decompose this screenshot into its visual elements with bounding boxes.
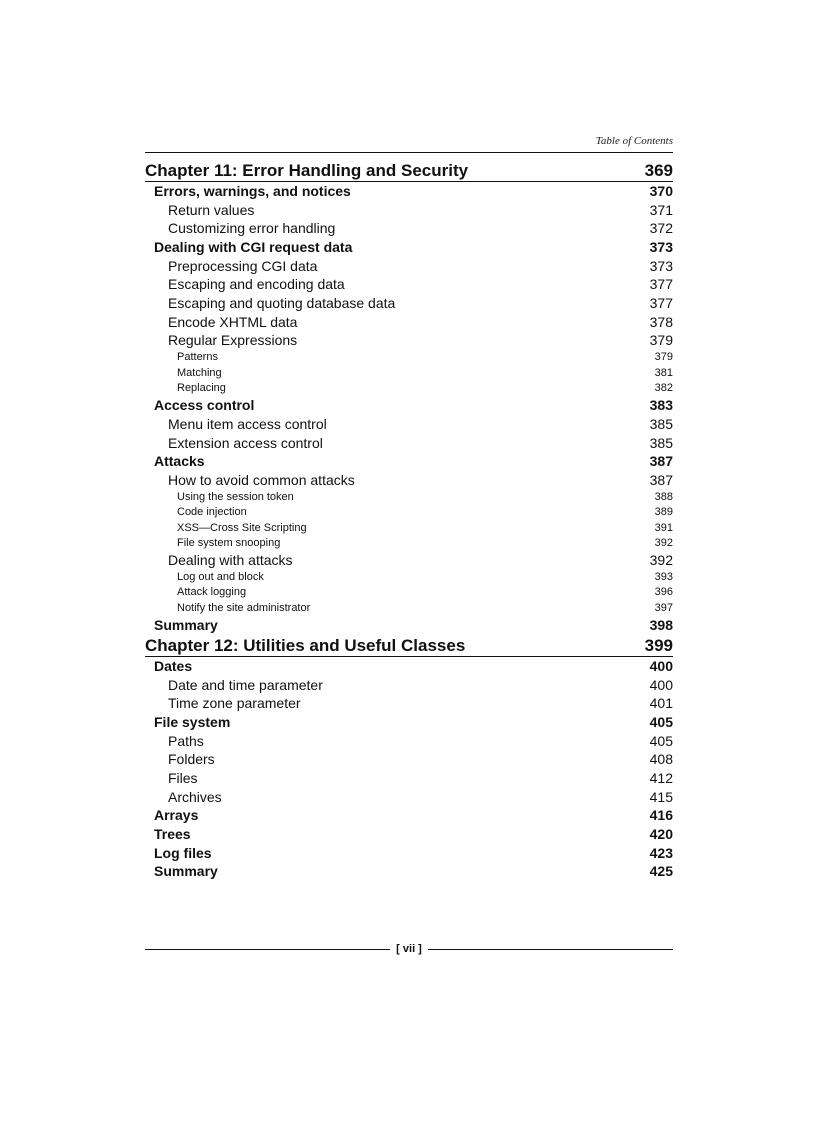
toc-entry-page: 396 (654, 586, 673, 599)
toc-entry-page: 388 (654, 490, 673, 503)
toc-entry-title: Dealing with attacks (168, 552, 293, 569)
subsubsection-entry[interactable] (145, 521, 673, 536)
toc-entry-page: 420 (649, 826, 673, 843)
toc-entry-title: Escaping and quoting database data (168, 295, 396, 312)
subsection-entry[interactable] (145, 275, 673, 294)
toc-entry-page: 400 (649, 676, 673, 693)
toc-entry-page: 369 (644, 161, 673, 180)
toc-entry-title: How to avoid common attacks (168, 472, 355, 489)
toc-entry-title: Regular Expressions (168, 332, 298, 349)
toc-entry-title: Patterns (177, 351, 218, 364)
table-of-contents (145, 160, 673, 881)
toc-entry-page: 405 (649, 713, 673, 730)
toc-entry-page: 381 (654, 366, 673, 379)
toc-entry-page: 385 (649, 416, 673, 433)
toc-entry-title: Folders (168, 751, 215, 768)
toc-entry-title: Matching (177, 366, 222, 379)
toc-entry-page: 415 (649, 788, 673, 805)
toc-entry-page: 401 (649, 695, 673, 712)
subsubsection-entry[interactable] (145, 505, 673, 520)
section-entry[interactable] (145, 452, 673, 471)
page-number: [ vii ] (396, 943, 422, 955)
toc-entry-page: 389 (654, 506, 673, 519)
toc-entry-title: Attack logging (177, 586, 247, 599)
subsubsection-entry[interactable] (145, 536, 673, 551)
toc-entry-page: 412 (649, 770, 673, 787)
chapter-entry[interactable] (145, 160, 673, 182)
toc-entry-title: Chapter 11: Error Handling and Security (145, 161, 469, 180)
subsubsection-entry[interactable] (145, 570, 673, 585)
toc-entry-title: Menu item access control (168, 416, 327, 433)
footer-rule-left (145, 949, 390, 950)
subsubsection-entry[interactable] (145, 601, 673, 616)
subsubsection-entry[interactable] (145, 585, 673, 600)
toc-entry-page: 400 (649, 657, 673, 674)
document-page (145, 0, 673, 1123)
toc-entry-page: 379 (649, 332, 673, 349)
toc-entry-title: Errors, warnings, and notices (154, 182, 351, 199)
subsection-entry[interactable] (145, 788, 673, 807)
subsection-entry[interactable] (145, 257, 673, 276)
toc-entry-title: Files (168, 770, 198, 787)
toc-entry-page: 379 (654, 351, 673, 364)
footer-rule-right (428, 949, 673, 950)
subsection-entry[interactable] (145, 294, 673, 313)
section-entry[interactable] (145, 182, 673, 201)
toc-entry-page: 405 (649, 732, 673, 749)
chapter-entry[interactable] (145, 635, 673, 657)
toc-entry-page: 371 (649, 201, 673, 218)
subsection-entry[interactable] (145, 750, 673, 769)
toc-entry-page: 399 (644, 635, 673, 655)
toc-entry-title: Replacing (177, 381, 226, 394)
toc-entry-title: Log out and block (177, 571, 264, 584)
toc-entry-page: 397 (654, 601, 673, 614)
toc-entry-page: 377 (649, 295, 673, 312)
section-entry[interactable] (145, 806, 673, 825)
toc-entry-page: 378 (649, 313, 673, 330)
toc-entry-title: XSS—Cross Site Scripting (177, 521, 307, 534)
toc-entry-title: Archives (168, 788, 222, 805)
toc-entry-page: 383 (649, 397, 673, 414)
toc-entry-page: 408 (649, 751, 673, 768)
subsection-entry[interactable] (145, 415, 673, 434)
subsubsection-entry[interactable] (145, 366, 673, 381)
toc-entry-page: 377 (649, 276, 673, 293)
subsubsection-entry[interactable] (145, 350, 673, 365)
toc-entry-title: Chapter 12: Utilities and Useful Classes (145, 635, 466, 655)
toc-entry-title: Customizing error handling (168, 220, 336, 237)
subsection-entry[interactable] (145, 732, 673, 751)
subsection-entry[interactable] (145, 434, 673, 453)
toc-entry-title: Notify the site administrator (177, 601, 311, 614)
header-rule (145, 152, 673, 153)
toc-entry-page: 425 (649, 863, 673, 880)
toc-entry-title: Log files (154, 844, 212, 861)
section-entry[interactable] (145, 616, 673, 635)
subsubsection-entry[interactable] (145, 381, 673, 396)
subsection-entry[interactable] (145, 201, 673, 220)
footer (145, 943, 673, 955)
toc-entry-title: Summary (154, 863, 218, 880)
toc-entry-page: 373 (649, 239, 673, 256)
toc-entry-page: 398 (649, 617, 673, 634)
toc-entry-title: Extension access control (168, 434, 323, 451)
toc-entry-page: 416 (649, 807, 673, 824)
toc-entry-page: 423 (649, 844, 673, 861)
section-entry[interactable] (145, 396, 673, 415)
toc-entry-title: Encode XHTML data (168, 313, 298, 330)
section-entry[interactable] (145, 844, 673, 863)
toc-entry-page: 392 (649, 552, 673, 569)
toc-entry-title: Arrays (154, 807, 199, 824)
subsection-entry[interactable] (145, 219, 673, 238)
toc-entry-page: 385 (649, 434, 673, 451)
running-head: Table of Contents (595, 135, 673, 147)
toc-entry-title: Paths (168, 732, 204, 749)
subsection-entry[interactable] (145, 676, 673, 695)
toc-entry-page: 391 (654, 521, 673, 534)
toc-entry-title: Dealing with CGI request data (154, 239, 353, 256)
section-entry[interactable] (145, 713, 673, 732)
toc-entry-title: Trees (154, 826, 191, 843)
toc-entry-title: Summary (154, 617, 218, 634)
toc-entry-title: Preprocessing CGI data (168, 257, 318, 274)
toc-entry-page: 382 (654, 381, 673, 394)
section-entry[interactable] (145, 825, 673, 844)
toc-entry-title: Using the session token (177, 490, 294, 503)
subsection-entry[interactable] (145, 769, 673, 788)
toc-entry-page: 370 (649, 182, 673, 199)
toc-entry-title: Time zone parameter (168, 695, 301, 712)
subsubsection-entry[interactable] (145, 490, 673, 505)
subsection-entry[interactable] (145, 551, 673, 570)
toc-entry-title: Return values (168, 201, 255, 218)
section-entry[interactable] (145, 238, 673, 257)
section-entry[interactable] (145, 862, 673, 881)
toc-entry-title: File system snooping (177, 536, 281, 549)
toc-entry-title: Date and time parameter (168, 676, 323, 693)
toc-entry-title: Escaping and encoding data (168, 276, 345, 293)
toc-entry-page: 387 (649, 453, 673, 470)
toc-entry-page: 372 (649, 220, 673, 237)
section-entry[interactable] (145, 657, 673, 676)
toc-entry-title: Access control (154, 397, 255, 414)
subsection-entry[interactable] (145, 694, 673, 713)
toc-entry-page: 387 (649, 472, 673, 489)
toc-entry-page: 392 (654, 536, 673, 549)
toc-entry-title: Code injection (177, 506, 247, 519)
toc-entry-page: 373 (649, 257, 673, 274)
toc-entry-title: Attacks (154, 453, 205, 470)
subsection-entry[interactable] (145, 313, 673, 332)
toc-entry-title: File system (154, 713, 231, 730)
subsection-entry[interactable] (145, 332, 673, 351)
subsection-entry[interactable] (145, 471, 673, 490)
toc-entry-page: 393 (654, 571, 673, 584)
toc-entry-title: Dates (154, 657, 193, 674)
